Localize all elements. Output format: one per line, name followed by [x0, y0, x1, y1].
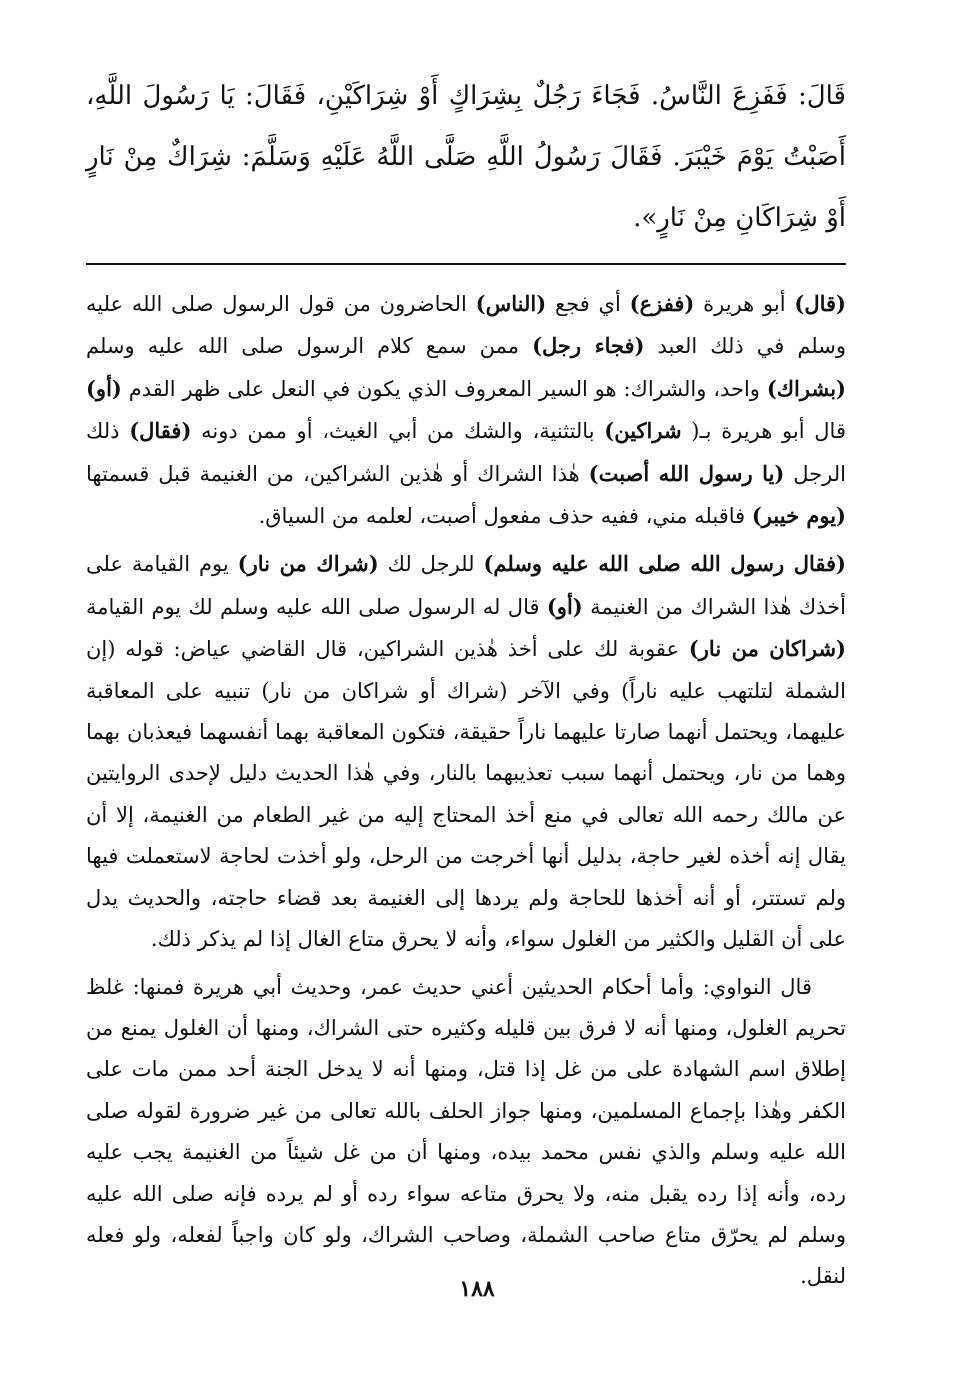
quoted-term: (شراكان من نار): [688, 636, 846, 662]
commentary-text: واحد، والشراك: هو السير المعروف الذي يكون في النعل على ظهر القدم: [121, 376, 767, 401]
commentary-text: هٰذا الشراك أو هٰذين الشراكين، من الغنيمة قبل قسمتها: [86, 461, 589, 486]
quoted-term: (أو): [546, 593, 583, 619]
quoted-term: (فجاء رجل): [532, 333, 645, 359]
commentary-text: للرجل لك: [378, 552, 484, 577]
commentary-text: أبو هريرة: [694, 292, 795, 316]
commentary-text: ذلك الرجل: [86, 419, 846, 486]
quoted-term: (ففزع): [629, 291, 695, 316]
commentary-text: قال له الرسول صلى الله عليه وسلم لك يوم القيامة: [86, 594, 547, 619]
commentary-paragraph-2: [86, 543, 846, 960]
quoted-term: (يوم خيبر): [751, 503, 846, 529]
page-body: [86, 66, 846, 1304]
page-number: ١٨٨: [459, 1276, 495, 1302]
quoted-term: (قال): [794, 291, 846, 316]
quoted-term: (فقال): [129, 418, 192, 444]
quoted-term: (بشراك): [766, 375, 846, 401]
quoted-term: شراكين): [604, 418, 682, 444]
commentary-text: فاقبله مني، ففيه حذف مفعول أصبت، لعلمه من السياق.: [258, 504, 752, 529]
commentary-paragraph-1: [86, 283, 846, 537]
commentary-text: ممن سمع كلام الرسول صلى الله عليه وسلم: [86, 334, 533, 359]
quoted-term: (أو): [86, 375, 122, 401]
quoted-term: (الناس): [475, 291, 547, 316]
commentary-text: عقوبة لك على أخذ هٰذين الشراكين، قال القاضي عياض: قوله (إن الشملة لتلتهب عليه ناراً) وفي الآخر (شراك أو شراكان من نار) تنبيه على المعاقبة عليهما، ويحتمل أنهما صارتا عليهما ناراً حقيقة، فتكون المعاقبة بهما أنفسهما فيعذبان بهما وهما من نار، ويحتمل أنهما سبب تعذيبهما بالنار، وفي هٰذا الحديث دليل لإحدى الروايتين عن مالك رحمه الله تعالى في منع أخذ المحتاج إليه من غير الطعام من الغنيمة، إلا أن يقال إنه أخذه لغير حاجة، بدليل أنها أخرجت من الرحل، ولو أخذت لحاجة لاستعملت فيها ولم تستتر، أو أنه أخذها للحاجة ولم يردها إلى الغنيمة بعد قضاء حاجته، والحديث يدل على أن القليل والكثير من الغلول سواء، وأنه لا يحرق متاع الغال إذا لم يذكر ذلك.: [86, 637, 846, 952]
quoted-term: (يا رسول الله أصبت): [588, 460, 785, 486]
commentary-text: الحاضرون من قول الرسول صلى الله عليه وسلم في ذلك العبد: [86, 292, 846, 359]
quoted-term: (شراك من نار): [237, 551, 379, 577]
commentary: [86, 283, 846, 1298]
commentary-paragraph-3: [86, 967, 846, 1298]
commentary-text: يوم القيامة على أخذك هٰذا الشراك من الغنيمة: [86, 552, 846, 619]
hadith-text: قَالَ: فَفَزِعَ النَّاسُ. فَجَاءَ رَجُلٌ بِشِرَاكٍ أَوْ شِرَاكَيْنِ، فَقَالَ: يَا رَسُولَ اللَّهِ، أَصَبْتُ يَوْمَ خَيْبَرَ. فَقَالَ رَسُولُ اللَّهِ صَلَّى اللَّهُ عَلَيْهِ وَسَلَّمَ: شِرَاكٌ مِنْ نَارٍ أَوْ شِرَاكَانِ مِنْ نَارٍ».: [86, 81, 846, 233]
separator-line: [86, 263, 846, 265]
quoted-term: (فقال رسول الله صلى الله عليه وسلم): [483, 551, 846, 577]
commentary-text: أي فجع: [546, 292, 630, 316]
commentary-text: قال النواوي: وأما أحكام الحديثين أعني حديث عمر، وحديث أبي هريرة فمنها: غلظ تحريم الغلول، ومنها أنه لا فرق بين قليله وكثيره حتى الشراك، ومنها أن الغلول يمنع من إطلاق اسم الشهادة على من غل إذا قتل، ومنها أنه لا يدخل الجنة أحد ممن مات على الكفر وهٰذا بإجماع المسلمين، ومنها جواز الحلف بالله تعالى من غير ضرورة لقوله صلى الله عليه وسلم والذي نفس محمد بيده، ومنها أن من غل شيئاً من الغنيمة يجب عليه رده، وأنه إذا رده يقبل منه، ولا يحرق متاعه سواء رده أو لم يرده فإنه صلى الله عليه وسلم لم يحرّق متاع صاحب الشملة، وصاحب الشراك، ولو كان واجباً لفعله، ولو فعله لنقل.: [86, 974, 846, 1289]
commentary-text: بالتثنية، والشك من أبي الغيث، أو ممن دونه: [191, 419, 605, 444]
commentary-text: قال أبو هريرة بـ(: [681, 419, 846, 444]
